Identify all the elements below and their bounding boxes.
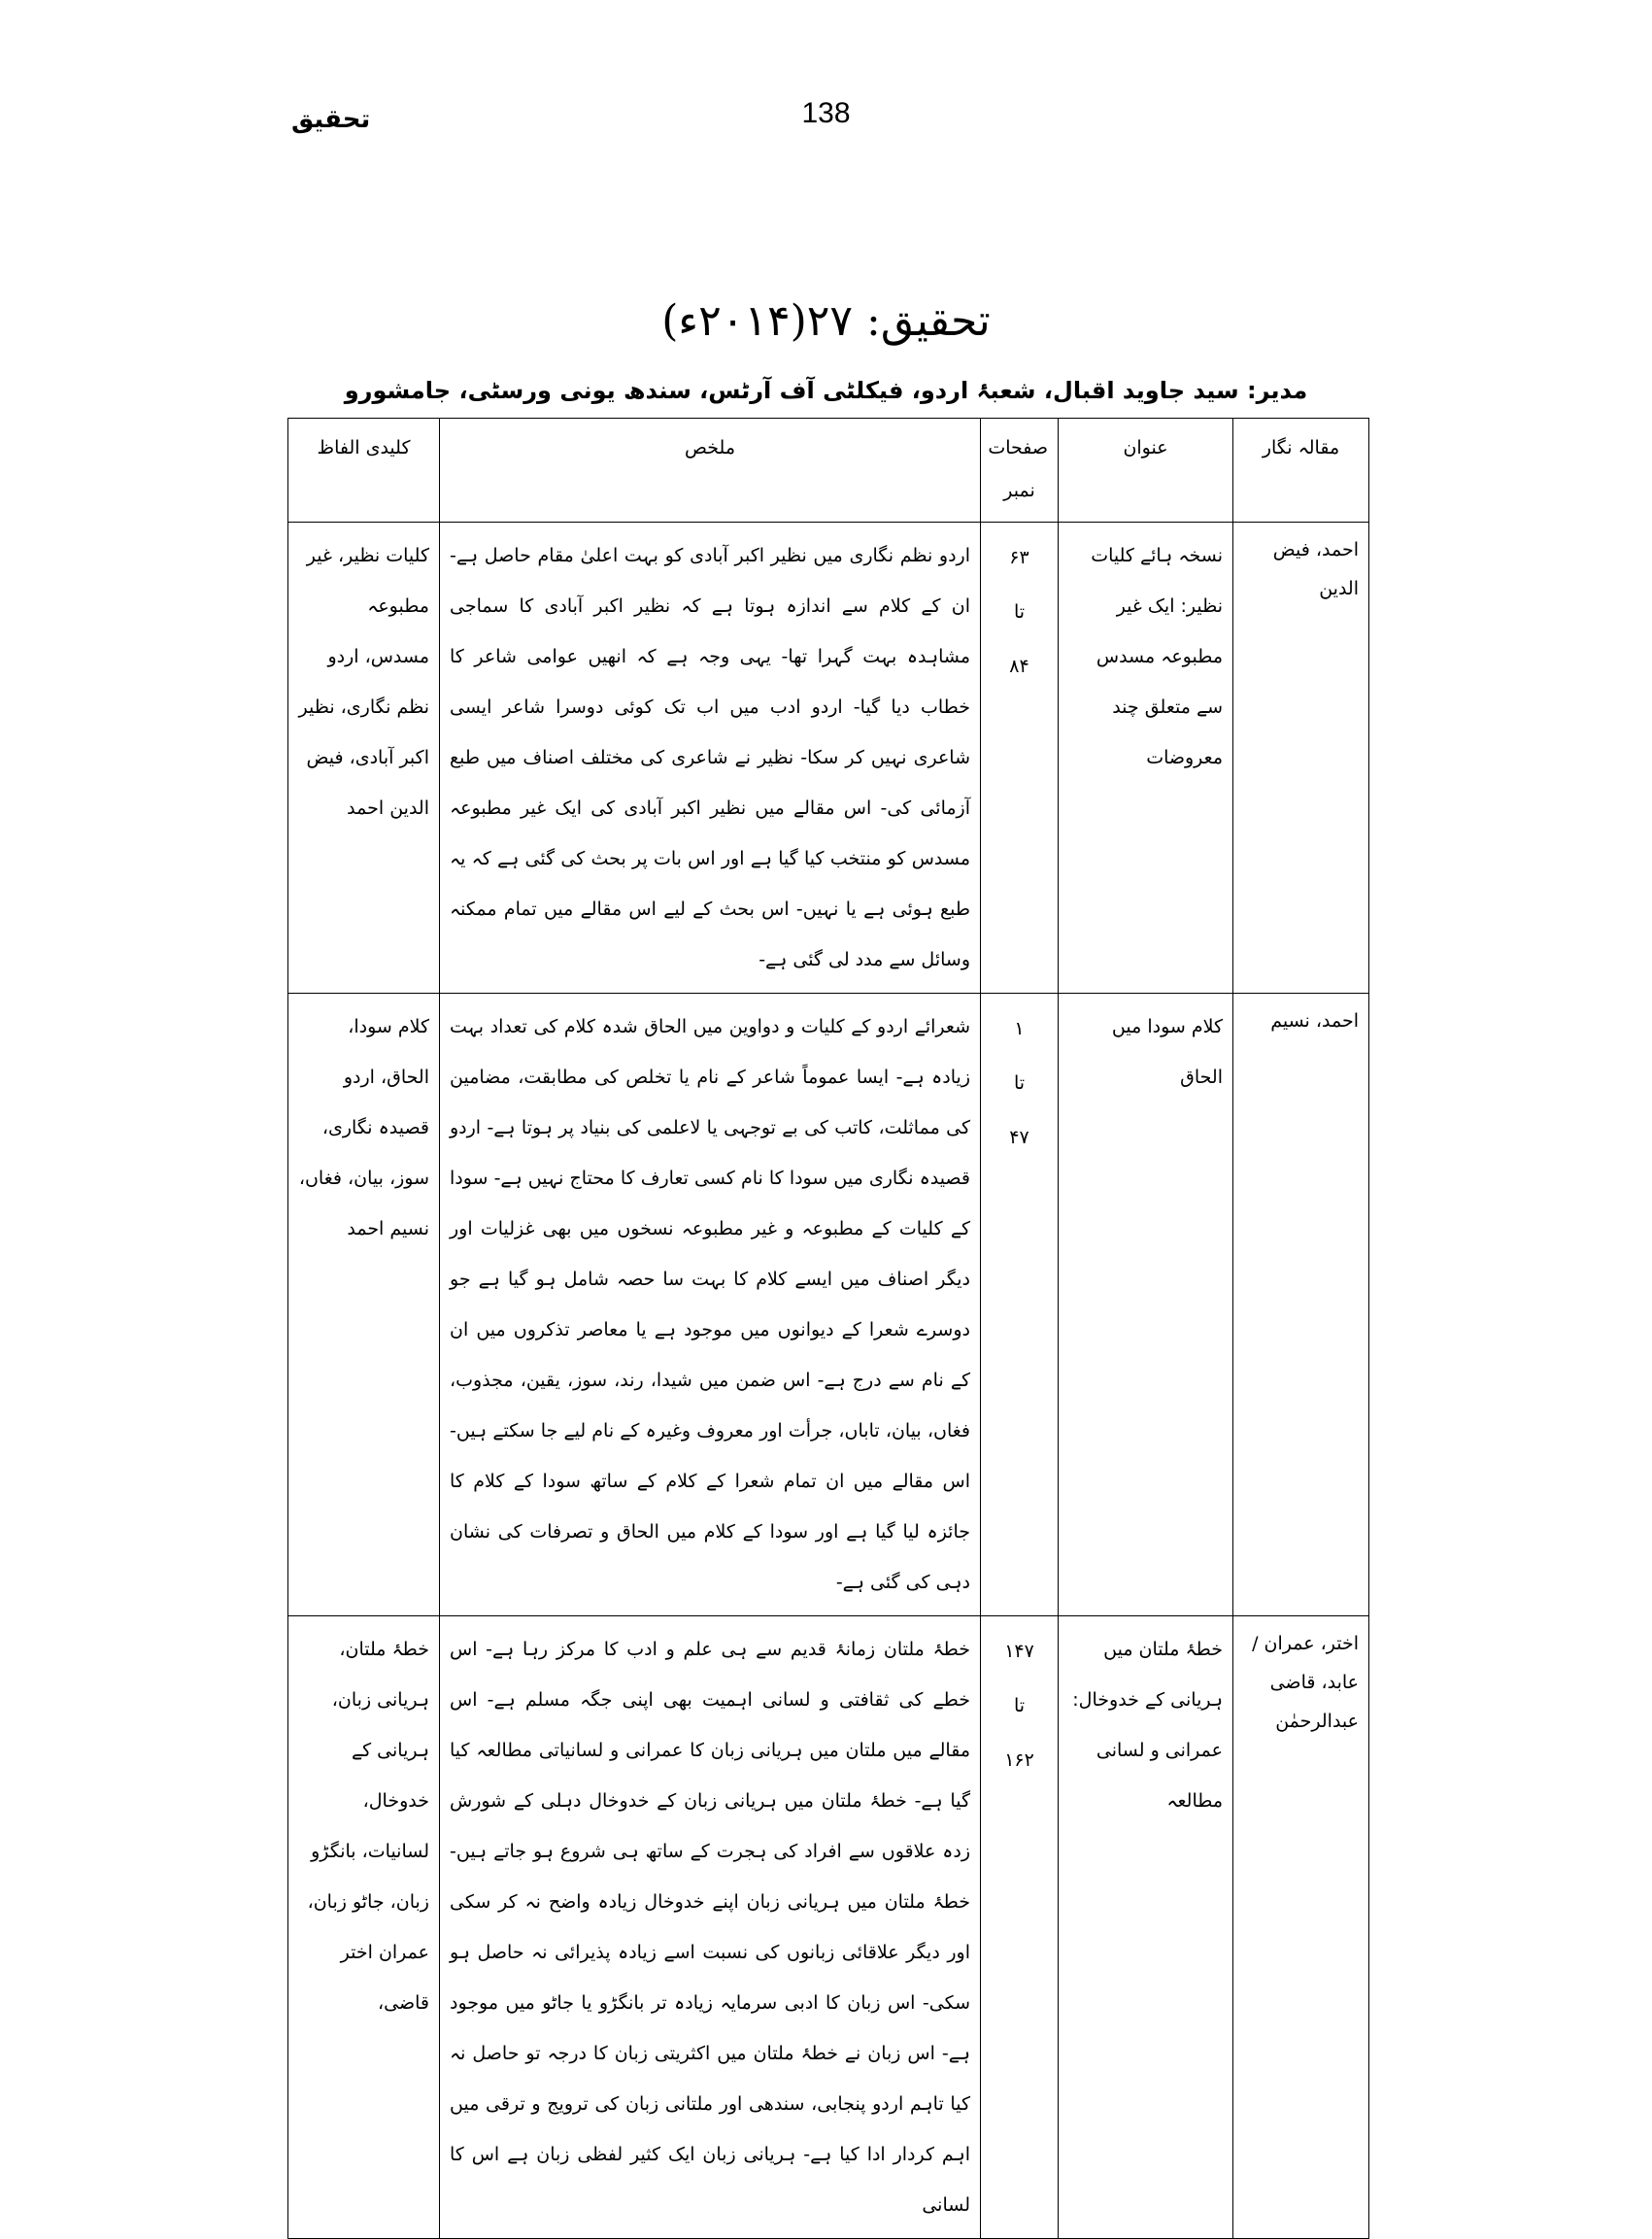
cell-abstract: شعرائے اردو کے کلیات و دواوین میں الحاق شدہ کلام کی تعداد بہت زیادہ ہے- ایسا عموماً شاعر کے نام یا تخلص کی مطابقت، مضامین کی مماثلت، کاتب کی بے توجہی یا لاعلمی کی بنیاد پر ہوتا ہے- اردو قصیدہ نگاری میں سودا کا نام کسی تعارف کا محتاج نہیں ہے- سودا کے کلیات کے مطبوعہ و غیر مطبوعہ نسخوں میں بھی غزلیات اور دیگر اصناف میں ایسے کلام کا بہت سا حصہ شامل ہو گیا ہے جو دوسرے شعرا کے دیوانوں میں موجود ہے یا معاصر تذکروں میں ان کے نام سے درج ہے- اس ضمن میں شیدا، رند، سوز، یقین، مجذوب، فغاں، بیان، تاباں، جرأت اور معروف وغیرہ کے نام لیے جا سکتے ہیں- اس مقالے میں ان تمام شعرا کے کلام کے ساتھ سودا کے کلام کا جائزہ لیا گیا ہے اور سودا کے کلام میں الحاق و تصرفات کی نشان دہی کی گئی ہے- [440,994,981,1616]
page-sep: تا [1013,601,1026,623]
page-sep: تا [1013,1072,1026,1094]
page-to: ۴۷ [1009,1127,1029,1148]
header-abstract: ملخص [440,419,981,523]
cell-author: اختر، عمران / عابد، قاضی عبدالرحمٰن [1233,1616,1369,2239]
page-to: ۱۶۲ [1004,1749,1034,1771]
table-row [288,1616,1369,2239]
header-title: عنوان [1059,419,1233,523]
editor-line: مدیر: سید جاوید اقبال، شعبۂ اردو، فیکلٹی آف آرٹس، سندھ یونی ورسٹی، جامشورو [344,377,1308,404]
cell-abstract: خطۂ ملتان زمانۂ قدیم سے ہی علم و ادب کا مرکز رہا ہے- اس خطے کی ثقافتی و لسانی اہمیت بھی اپنی جگہ مسلم ہے- اس مقالے میں ملتان میں ہریانی زبان کا عمرانی و لسانیاتی مطالعہ کیا گیا ہے- خطۂ ملتان میں ہریانی زبان کے خدوخال دہلی کے شورش زدہ علاقوں سے افراد کی ہجرت کے ساتھ ہی شروع ہو جاتے ہیں- خطۂ ملتان میں ہریانی زبان اپنے خدوخال زیادہ واضح نہ کر سکی اور دیگر علاقائی زبانوں کی نسبت اسے زیادہ پذیرائی نہ حاصل ہو سکی- اس زبان کا ادبی سرمایہ زیادہ تر بانگڑو یا جاٹو میں موجود ہے- اس زبان نے خطۂ ملتان میں اکثریتی زبان کا درجہ تو حاصل نہ کیا تاہم اردو پنجابی، سندھی اور ملتانی زبان کی ترویج و ترقی میں اہم کردار ادا کیا ہے- ہریانی زبان ایک کثیر لفظی زبان ہے اس کا لسانی [440,1616,981,2239]
header-keywords: کلیدی الفاظ [288,419,440,523]
cell-author: احمد، نسیم [1233,994,1369,1616]
page-from: ۶۳ [1009,547,1029,568]
cell-keywords: خطۂ ملتان، ہریانی زبان، ہریانی کے خدوخال، لسانیات، بانگڑو زبان، جاٹو زبان، عمران اختر قاضی، [288,1616,440,2239]
page-from: ۱ [1014,1018,1025,1039]
cell-keywords: کلیات نظیر، غیر مطبوعہ مسدس، اردو نظم نگاری، نظیر اکبر آبادی، فیض الدین احمد [288,523,440,994]
cell-title: خطۂ ملتان میں ہریانی کے خدوخال: عمرانی و لسانی مطالعہ [1059,1616,1233,2239]
cell-pages [981,523,1059,994]
page-from: ۱۴۷ [1004,1641,1034,1662]
cell-title: کلام سودا میں الحاق [1059,994,1233,1616]
cell-title: نسخہ ہائے کلیات نظیر: ایک غیر مطبوعہ مسدس سے متعلق چند معروضات [1059,523,1233,994]
cell-pages [981,994,1059,1616]
journal-title: تحقیق: ۲۷(۲۰۱۴ء) [661,296,991,346]
table-row [288,994,1369,1616]
cell-pages [981,1616,1059,2239]
header-author: مقالہ نگار [1233,419,1369,523]
running-head: تحقیق [291,105,371,134]
cell-keywords: کلام سودا، الحاق، اردو قصیدہ نگاری، سوز، بیان، فغاں، نسیم احمد [288,994,440,1616]
cell-author: احمد، فیض الدین [1233,523,1369,994]
table-row [288,523,1369,994]
cell-abstract: اردو نظم نگاری میں نظیر اکبر آبادی کو بہت اعلیٰ مقام حاصل ہے- ان کے کلام سے اندازہ ہوتا ہے کہ نظیر اکبر آبادی کا سماجی مشاہدہ بہت گہرا تھا- یہی وجہ ہے کہ انھیں عوامی شاعر کا خطاب دیا گیا- اردو ادب میں اب تک کوئی دوسرا شاعر ایسی شاعری نہیں کر سکا- نظیر نے شاعری کی مختلف اصناف میں طبع آزمائی کی- اس مقالے میں نظیر اکبر آبادی کی ایک غیر مطبوعہ مسدس کو منتخب کیا گیا ہے اور اس بات پر بحث کی گئی ہے کہ یہ طبع ہوئی ہے یا نہیں- اس بحث کے لیے اس مقالے میں تمام ممکنہ وسائل سے مدد لی گئی ہے- [440,523,981,994]
articles-table [287,418,1369,2239]
table-header-row [288,419,1369,523]
page-sep: تا [1013,1695,1026,1716]
page-to: ۸۴ [1009,656,1029,677]
page-number: 138 [801,97,851,129]
header-pages: صفحات نمبر [981,419,1059,523]
